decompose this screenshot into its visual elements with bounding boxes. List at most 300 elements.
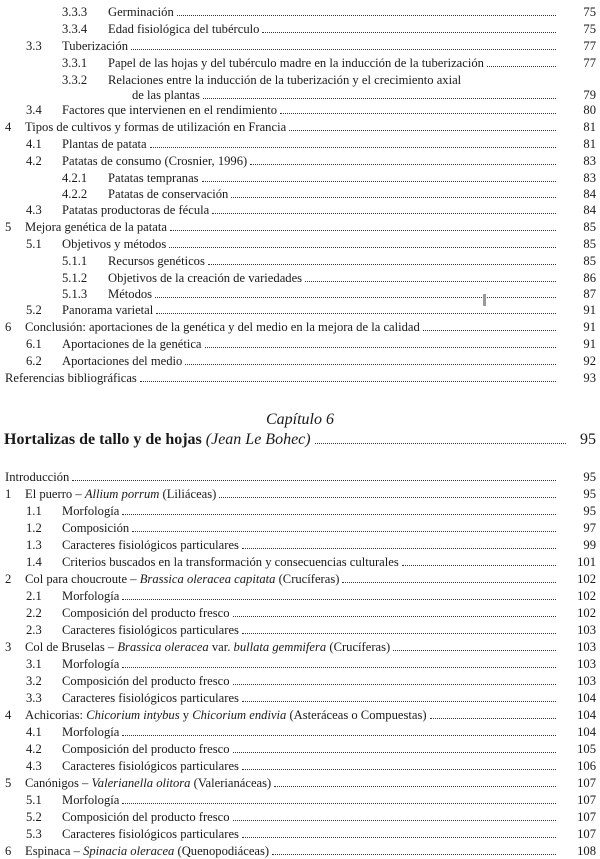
dot-leader bbox=[262, 31, 556, 33]
toc-entry-page: 99 bbox=[583, 538, 596, 552]
toc-entry-title-text: Patatas tempranas bbox=[108, 171, 199, 185]
toc-entry-title-text: El puerro – bbox=[25, 487, 82, 501]
toc-entry bbox=[0, 758, 600, 774]
toc-entry bbox=[0, 302, 600, 318]
toc-entry-title-text: Caracteres fisiológicos particulares bbox=[62, 538, 239, 552]
toc-entry-title bbox=[62, 554, 402, 570]
toc-entry-page: 84 bbox=[583, 203, 596, 217]
toc-entry bbox=[0, 336, 600, 352]
toc-entry-title-line bbox=[25, 571, 556, 587]
toc-entry-page: 91 bbox=[583, 337, 596, 351]
toc-entry bbox=[0, 503, 600, 519]
toc-entry bbox=[0, 119, 600, 135]
toc-entry-title-line bbox=[108, 253, 556, 269]
toc-entry-page: 97 bbox=[583, 521, 596, 535]
toc-entry-title-text: Objetivos de la creación de variedades bbox=[108, 271, 303, 285]
toc-entry-title bbox=[62, 741, 233, 757]
dot-leader bbox=[242, 547, 556, 549]
dot-leader bbox=[233, 819, 556, 821]
toc-entry-number: 4.2.1 bbox=[62, 171, 88, 185]
toc-entry bbox=[0, 741, 600, 757]
toc-entry-title-line bbox=[108, 170, 556, 186]
toc-entry-title-text: Edad fisiológica del tubérculo bbox=[108, 22, 260, 36]
toc-entry-page: 103 bbox=[577, 623, 596, 637]
toc-entry-title-text: Morfología bbox=[62, 504, 120, 518]
dot-leader bbox=[233, 615, 556, 617]
toc-entry-number: 2 bbox=[5, 572, 12, 586]
dot-leader bbox=[122, 598, 556, 600]
toc-entry-page: 85 bbox=[583, 220, 596, 234]
dot-leader bbox=[177, 14, 556, 16]
toc-entry-title bbox=[62, 353, 185, 369]
toc-entry-title bbox=[62, 236, 169, 252]
dot-leader bbox=[242, 632, 556, 634]
dot-leader bbox=[430, 717, 556, 719]
toc-entry-title-text: Morfología bbox=[62, 657, 120, 671]
toc-entry-title-line bbox=[5, 370, 556, 386]
toc-entry-title-line bbox=[25, 707, 556, 723]
toc-entry-title bbox=[108, 55, 487, 71]
toc-entry bbox=[0, 520, 600, 536]
dot-leader bbox=[202, 180, 556, 182]
toc-entry-title bbox=[62, 102, 280, 118]
toc-entry-page: 84 bbox=[583, 187, 596, 201]
dot-leader bbox=[274, 785, 556, 787]
toc-entry-page: 103 bbox=[577, 640, 596, 654]
toc-entry-page: 80 bbox=[583, 103, 596, 117]
toc-entry-title bbox=[62, 690, 242, 706]
toc-entry bbox=[0, 202, 600, 218]
toc-entry-title-line bbox=[62, 503, 556, 519]
toc-entry-title bbox=[25, 843, 272, 859]
toc-entry bbox=[0, 673, 600, 689]
family-name: (Liliáceas) bbox=[162, 487, 217, 501]
toc-entry-number: 4.3 bbox=[26, 203, 42, 217]
toc-entry-title-line bbox=[62, 236, 556, 252]
toc-entry-page: 105 bbox=[577, 742, 596, 756]
toc-entry bbox=[0, 469, 600, 485]
toc-entry-title bbox=[62, 826, 242, 842]
toc-entry-title bbox=[62, 673, 233, 689]
dot-leader bbox=[205, 346, 556, 348]
dot-leader bbox=[250, 163, 556, 165]
toc-entry-title-text: Morfología bbox=[62, 725, 120, 739]
toc-entry-title bbox=[25, 486, 219, 502]
toc-entry-page: 83 bbox=[583, 154, 596, 168]
toc-entry-title bbox=[62, 792, 122, 808]
toc-entry bbox=[0, 270, 600, 286]
toc-entry-title-line bbox=[62, 102, 556, 118]
toc-entry-title bbox=[62, 588, 122, 604]
toc-entry-title-line bbox=[62, 622, 556, 638]
scientific-name: Brassica oleracea bbox=[117, 640, 209, 654]
toc-entry-title bbox=[62, 724, 122, 740]
chapter-title-row bbox=[4, 431, 596, 451]
toc-entry bbox=[0, 571, 600, 587]
dot-leader bbox=[185, 363, 556, 365]
toc-entry-title-line bbox=[108, 4, 556, 20]
dot-leader bbox=[242, 768, 556, 770]
toc-entry-title-text: Patatas de consumo (Crosnier, 1996) bbox=[62, 154, 248, 168]
toc-entry-page: 75 bbox=[583, 5, 596, 19]
toc-entry-title bbox=[62, 758, 242, 774]
dot-leader bbox=[140, 380, 556, 382]
toc-entry-number: 5 bbox=[5, 220, 12, 234]
toc-entry-title-text: Recursos genéticos bbox=[108, 254, 205, 268]
scientific-name: Brassica oleracea capitata bbox=[139, 572, 276, 586]
toc-entry-number: 5 bbox=[5, 776, 12, 790]
toc-entry-number: 3.2 bbox=[26, 674, 42, 688]
chapter-author: (Jean Le Bohec) bbox=[205, 431, 311, 448]
toc-entry bbox=[0, 186, 600, 202]
toc-entry bbox=[0, 690, 600, 706]
toc-entry-title bbox=[108, 286, 155, 302]
toc-entry-title-line bbox=[62, 758, 556, 774]
toc-entry-title-text: Composición del producto fresco bbox=[62, 810, 230, 824]
toc-entry-number: 3.3.1 bbox=[62, 56, 88, 70]
toc-entry bbox=[0, 724, 600, 740]
dot-leader bbox=[423, 329, 556, 331]
toc-entry bbox=[0, 136, 600, 152]
toc-entry-number: 4.2 bbox=[26, 742, 42, 756]
toc-entry-number: 4.2 bbox=[26, 154, 42, 168]
toc-entry-title bbox=[25, 219, 170, 235]
toc-entry-title-text: Tuberización bbox=[62, 39, 128, 53]
toc-entry-page: 108 bbox=[577, 844, 596, 858]
family-name: (Valerianáceas) bbox=[193, 776, 272, 790]
scan-mark bbox=[483, 294, 486, 306]
dot-leader bbox=[122, 802, 556, 804]
toc-entry-number: 5.1 bbox=[26, 793, 42, 807]
dot-leader bbox=[487, 65, 556, 67]
toc-entry-page: 87 bbox=[583, 287, 596, 301]
toc-entry-number: 5.2 bbox=[26, 303, 42, 317]
toc-entry-title bbox=[108, 253, 208, 269]
dot-leader bbox=[122, 513, 556, 515]
toc-entry bbox=[0, 153, 600, 169]
toc-entry-title-line bbox=[62, 690, 556, 706]
toc-entry-title-text: Caracteres fisiológicos particulares bbox=[62, 759, 239, 773]
toc-entry-number: 2.3 bbox=[26, 623, 42, 637]
toc-entry-title-line bbox=[62, 724, 556, 740]
toc-entry-number: 1.3 bbox=[26, 538, 42, 552]
toc-entry-title-text: de las plantas bbox=[132, 88, 200, 102]
dot-leader bbox=[169, 246, 556, 248]
scientific-name: Spinacia oleracea bbox=[83, 844, 175, 858]
toc-entry-number: 1.2 bbox=[26, 521, 42, 535]
dot-leader bbox=[203, 97, 556, 99]
toc-entry-page: 91 bbox=[583, 320, 596, 334]
toc-entry-number: 5.1.1 bbox=[62, 254, 88, 268]
toc-entry-title-line bbox=[62, 588, 556, 604]
scientific-name: Chicorium intybus bbox=[86, 708, 180, 722]
toc-entry-title bbox=[62, 605, 233, 621]
toc-entry-page: 86 bbox=[583, 271, 596, 285]
dot-leader bbox=[122, 734, 556, 736]
chapter-title: Hortalizas de tallo y de hojas bbox=[4, 431, 202, 448]
toc-entry-number: 5.1 bbox=[26, 237, 42, 251]
toc-entry-page: 103 bbox=[577, 674, 596, 688]
toc-entry-number: 4.1 bbox=[26, 137, 42, 151]
toc-entry-number: 1.4 bbox=[26, 555, 42, 569]
toc-entry bbox=[0, 21, 600, 37]
toc-entry-title-line bbox=[62, 792, 556, 808]
toc-entry-page: 77 bbox=[583, 56, 596, 70]
toc-entry-title-text: Relaciones entre la inducción de la tuberización y el crecimiento axial bbox=[108, 73, 462, 87]
scientific-name: Chicorium endivia bbox=[192, 708, 287, 722]
toc-entry-title bbox=[25, 639, 393, 655]
toc-entry-title bbox=[25, 775, 274, 791]
toc-entry-title bbox=[5, 370, 140, 386]
toc-entry-number: 2.1 bbox=[26, 589, 42, 603]
toc-entry-title bbox=[62, 153, 250, 169]
dot-leader bbox=[156, 312, 556, 314]
dot-leader bbox=[122, 666, 556, 668]
toc-entry bbox=[0, 809, 600, 825]
toc-entry-title bbox=[62, 136, 150, 152]
toc-entry-title-line bbox=[25, 119, 556, 135]
toc-entry bbox=[0, 55, 600, 71]
toc-entry-page: 102 bbox=[577, 606, 596, 620]
dot-leader bbox=[155, 296, 556, 298]
toc-entry-title-text: Achicorias: bbox=[25, 708, 84, 722]
dot-leader bbox=[402, 564, 556, 566]
toc-entry-title-line bbox=[108, 286, 556, 302]
toc-entry bbox=[0, 38, 600, 54]
toc-entry-title-text: Caracteres fisiológicos particulares bbox=[62, 623, 239, 637]
dot-leader bbox=[393, 649, 556, 651]
toc-entry-page: 91 bbox=[583, 303, 596, 317]
toc-entry-title bbox=[62, 302, 156, 318]
toc-entry-title-line bbox=[108, 55, 556, 71]
toc-entry-number: 5.3 bbox=[26, 827, 42, 841]
family-name: (Quenopodiáceas) bbox=[177, 844, 270, 858]
toc-entry-page: 106 bbox=[577, 759, 596, 773]
toc-entry-page: 95 bbox=[583, 487, 596, 501]
toc-entry-title-text: Col de Bruselas – bbox=[25, 640, 115, 654]
scientific-name: Allium porrum bbox=[84, 487, 160, 501]
dot-leader bbox=[342, 581, 556, 583]
toc-entry-title-line bbox=[62, 520, 556, 536]
scientific-name: bullata gemmifera bbox=[233, 640, 327, 654]
toc-entry-title-text: Patatas productoras de fécula bbox=[62, 203, 210, 217]
toc-entry-title-line bbox=[62, 554, 556, 570]
toc-entry bbox=[0, 170, 600, 186]
toc-entry-number: 4.1 bbox=[26, 725, 42, 739]
toc-entry bbox=[0, 219, 600, 235]
toc-entry-title bbox=[25, 119, 289, 135]
toc-entry-number: 4 bbox=[5, 120, 12, 134]
toc-entry-page: 81 bbox=[583, 120, 596, 134]
chapter-page: 95 bbox=[580, 431, 596, 448]
toc-entry-title bbox=[62, 38, 131, 54]
toc-entry bbox=[0, 353, 600, 369]
toc-entry-title-line bbox=[62, 302, 556, 318]
toc-entry-title-line bbox=[62, 153, 556, 169]
toc-entry-number: 2.2 bbox=[26, 606, 42, 620]
dot-leader bbox=[170, 229, 556, 231]
toc-entry-title bbox=[25, 707, 430, 723]
toc-entry-title-text: Composición bbox=[62, 521, 130, 535]
toc-entry-title-text: Composición del producto fresco bbox=[62, 606, 230, 620]
toc-entry bbox=[0, 4, 600, 20]
toc-entry-number: 5.2 bbox=[26, 810, 42, 824]
dot-leader bbox=[280, 112, 556, 114]
dot-leader bbox=[315, 442, 566, 444]
toc-entry-number: 6 bbox=[5, 844, 12, 858]
toc-entry bbox=[0, 537, 600, 553]
toc-entry-title-line bbox=[25, 843, 556, 859]
toc-entry-title-line bbox=[62, 202, 556, 218]
toc-entry-title-line bbox=[62, 605, 556, 621]
toc-entry-title-text: Aportaciones del medio bbox=[62, 354, 183, 368]
toc-entry-title bbox=[108, 21, 262, 37]
toc-entry-page: 103 bbox=[577, 657, 596, 671]
toc-entry bbox=[0, 319, 600, 335]
toc-entry-title-text: Panorama varietal bbox=[62, 303, 154, 317]
toc-entry-number: 3.3.2 bbox=[62, 73, 88, 87]
dot-leader bbox=[150, 146, 556, 148]
dot-leader bbox=[212, 212, 556, 214]
toc-entry-page: 85 bbox=[583, 237, 596, 251]
toc-entry-title-line bbox=[62, 38, 556, 54]
toc-entry-title-line bbox=[25, 486, 556, 502]
toc-entry-title-text: y bbox=[182, 708, 190, 722]
toc-entry-title bbox=[62, 503, 122, 519]
toc-entry-page: 77 bbox=[583, 39, 596, 53]
toc-entry-title-line bbox=[62, 353, 556, 369]
toc-entry-title bbox=[132, 87, 203, 103]
toc-entry bbox=[0, 843, 600, 859]
toc-entry-title bbox=[62, 622, 242, 638]
toc-entry-title bbox=[25, 319, 423, 335]
toc-entry-page: 104 bbox=[577, 725, 596, 739]
toc-entry-number: 3.3 bbox=[26, 691, 42, 705]
toc-entry-title bbox=[108, 4, 177, 20]
toc-entry-title-text: Conclusión: aportaciones de la genética y del medio en la mejora de la calidad bbox=[25, 320, 420, 334]
toc-entry-title-text: Aportaciones de la genética bbox=[62, 337, 202, 351]
toc-entry-title bbox=[62, 520, 132, 536]
toc-entry-page: 101 bbox=[577, 555, 596, 569]
toc-entry-title-text: Caracteres fisiológicos particulares bbox=[62, 691, 239, 705]
toc-entry-title-line bbox=[108, 72, 552, 88]
scientific-name: Valerianella olitora bbox=[91, 776, 191, 790]
toc-entry-page: 107 bbox=[577, 827, 596, 841]
toc-entry bbox=[0, 253, 600, 269]
toc-entry bbox=[0, 826, 600, 842]
toc-entry-title bbox=[25, 571, 342, 587]
toc-entry-title-text: Canónigos – bbox=[25, 776, 89, 790]
family-name: (Crucíferas) bbox=[329, 640, 391, 654]
toc-entry-title bbox=[62, 336, 205, 352]
toc-entry-number: 4.3 bbox=[26, 759, 42, 773]
toc-entry-title-text: Introducción bbox=[5, 470, 70, 484]
toc-entry-page: 107 bbox=[577, 793, 596, 807]
toc-entry-number: 6.2 bbox=[26, 354, 42, 368]
toc-entry-title-line bbox=[25, 639, 556, 655]
toc-entry-title bbox=[108, 72, 464, 88]
toc-entry-title-text: Caracteres fisiológicos particulares bbox=[62, 827, 239, 841]
toc-entry-page: 107 bbox=[577, 810, 596, 824]
toc-entry-number: 3.4 bbox=[26, 103, 42, 117]
toc-entry-title bbox=[5, 469, 72, 485]
toc-entry bbox=[0, 588, 600, 604]
toc-entry-page: 92 bbox=[583, 354, 596, 368]
toc-entry-title-line bbox=[62, 656, 556, 672]
toc-entry bbox=[0, 639, 600, 655]
dot-leader bbox=[305, 280, 556, 282]
toc-entry-title-text: Papel de las hojas y del tubérculo madre en la inducción de la tuberización bbox=[108, 56, 484, 70]
toc-entry-title-text: Espinaca – bbox=[25, 844, 80, 858]
toc-entry bbox=[0, 707, 600, 723]
toc-entry bbox=[0, 236, 600, 252]
toc-entry bbox=[0, 286, 600, 302]
toc-entry bbox=[0, 554, 600, 570]
toc-entry-number: 3.1 bbox=[26, 657, 42, 671]
toc-entry-page: 95 bbox=[583, 504, 596, 518]
toc-entry-number: 1.1 bbox=[26, 504, 42, 518]
dot-leader bbox=[231, 196, 556, 198]
toc-entry-number: 4 bbox=[5, 708, 12, 722]
toc-entry-title bbox=[108, 186, 231, 202]
dot-leader bbox=[131, 48, 556, 50]
toc-entry-title bbox=[108, 270, 305, 286]
dot-leader bbox=[233, 751, 556, 753]
dot-leader bbox=[242, 700, 556, 702]
toc-entry-title-text: Tipos de cultivos y formas de utilización en Francia bbox=[25, 120, 287, 134]
toc-entry-number: 5.1.2 bbox=[62, 271, 88, 285]
toc-entry-title-line bbox=[108, 270, 556, 286]
toc-entry bbox=[0, 775, 600, 791]
chapter-label: Capítulo 6 bbox=[265, 411, 334, 428]
toc-entry-title bbox=[108, 170, 202, 186]
toc-entry-page: 95 bbox=[583, 470, 596, 484]
toc-entry-title-text: Morfología bbox=[62, 793, 120, 807]
dot-leader bbox=[242, 836, 556, 838]
toc-entry-title-line bbox=[62, 826, 556, 842]
toc-entry-title-text: Patatas de conservación bbox=[108, 187, 229, 201]
toc-entry-title-text: Criterios buscados en la transformación y consecuencias culturales bbox=[62, 555, 399, 569]
toc-entry bbox=[0, 102, 600, 118]
toc-entry-title bbox=[62, 202, 212, 218]
toc-entry-page: 81 bbox=[583, 137, 596, 151]
toc-entry-title-line bbox=[132, 87, 556, 103]
toc-entry-title-line bbox=[62, 673, 556, 689]
toc-entry-title bbox=[62, 656, 122, 672]
toc-entry-title-text: var. bbox=[211, 640, 231, 654]
toc-entry bbox=[0, 656, 600, 672]
toc-entry-title-text: Morfología bbox=[62, 589, 120, 603]
toc-entry-title bbox=[62, 809, 233, 825]
dot-leader bbox=[289, 129, 556, 131]
toc-entry-title-text: Factores que intervienen en el rendimiento bbox=[62, 103, 278, 117]
toc-entry bbox=[0, 370, 600, 386]
toc-entry-title-line bbox=[25, 219, 556, 235]
toc-entry bbox=[0, 486, 600, 502]
family-name: (Crucíferas) bbox=[278, 572, 340, 586]
toc-entry-number: 6.1 bbox=[26, 337, 42, 351]
dot-leader bbox=[233, 683, 556, 685]
toc-entry-title-line bbox=[108, 186, 556, 202]
toc-entry-title-text: Composición del producto fresco bbox=[62, 742, 230, 756]
dot-leader bbox=[272, 853, 556, 855]
dot-leader bbox=[219, 496, 556, 498]
toc-entry-number: 5.1.3 bbox=[62, 287, 88, 301]
toc-entry-page: 79 bbox=[583, 88, 596, 102]
toc-entry bbox=[0, 792, 600, 808]
toc-entry-title-line bbox=[62, 537, 556, 553]
toc-entry-page: 83 bbox=[583, 171, 596, 185]
